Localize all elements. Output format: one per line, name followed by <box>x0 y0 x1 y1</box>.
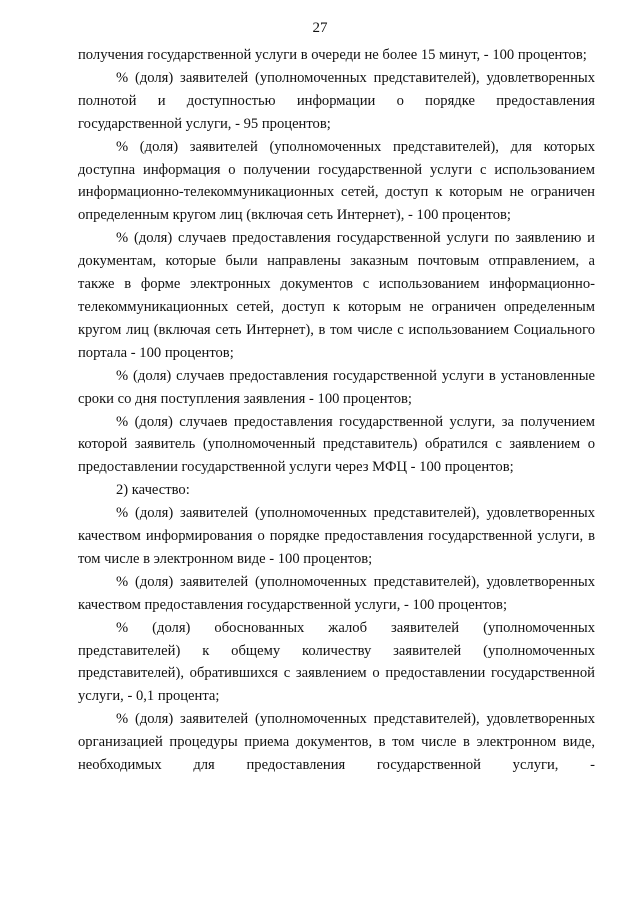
paragraph-on-time-delivery: % (доля) случаев предоставления государственной услуги в установленные сроки со дня поступления заявления - 100 процентов; <box>78 367 595 407</box>
paragraph-informing-quality: % (доля) заявителей (уполномоченных представителей), удовлетворенных качеством информирования о порядке предоставления государственной услуги, в том числе в электронном виде - 100 процентов; <box>78 505 595 567</box>
paragraph-online-info-availability: % (доля) заявителей (уполномоченных представителей), для которых доступна информация о получении государственной услуги с использованием информационно-телекоммуникационных сетей, доступ к которым не ограничен определенным кругом лиц (включая сеть Интернет), - 100 процентов; <box>78 138 595 224</box>
page-number: 27 <box>312 20 328 36</box>
paragraph-service-quality: % (доля) заявителей (уполномоченных представителей), удовлетворенных качеством предоставления государственной услуги, - 100 процентов; <box>78 573 595 613</box>
body-text <box>78 44 595 777</box>
paragraph-complaints-ratio: % (доля) обоснованных жалоб заявителей (уполномоченных представителей) к общему количеству заявителей (уполномоченных представителей), обратившихся с заявлением о предоставлении государственной услуги, - 0,1 процента; <box>78 619 595 705</box>
paragraph-informed-satisfaction: % (доля) заявителей (уполномоченных представителей), удовлетворенных полнотой и доступностью информации о порядке предоставления государственной услуги, - 95 процентов; <box>78 69 595 132</box>
paragraph-mail-electronic-submissions: % (доля) случаев предоставления государственной услуги по заявлению и документам, которые были направлены заказным почтовым отправлением, а также в форме электронных документов с использованием информационно-телекоммуникационных сетей, доступ к которым не ограничен определенным кругом лиц (включая сеть Интернет), в том числе с использованием Социального портала - 100 процентов; <box>78 230 595 361</box>
section-heading-quality: 2) качество: <box>116 482 190 499</box>
paragraph-mfc-requests: % (доля) случаев предоставления государственной услуги, за получением которой заявитель (уполномоченный представитель) обратился с заявлением о предоставлении государственной услуги через МФЦ - 100 процентов; <box>78 413 595 476</box>
paragraph-document-intake: % (доля) заявителей (уполномоченных представителей), удовлетворенных организацией процедуры приема документов, в том числе в электронном виде, необходимых для предоставления государственной услуги, - <box>78 711 595 774</box>
paragraph-continuation: получения государственной услуги в очереди не более 15 минут, - 100 процентов; <box>78 47 587 63</box>
